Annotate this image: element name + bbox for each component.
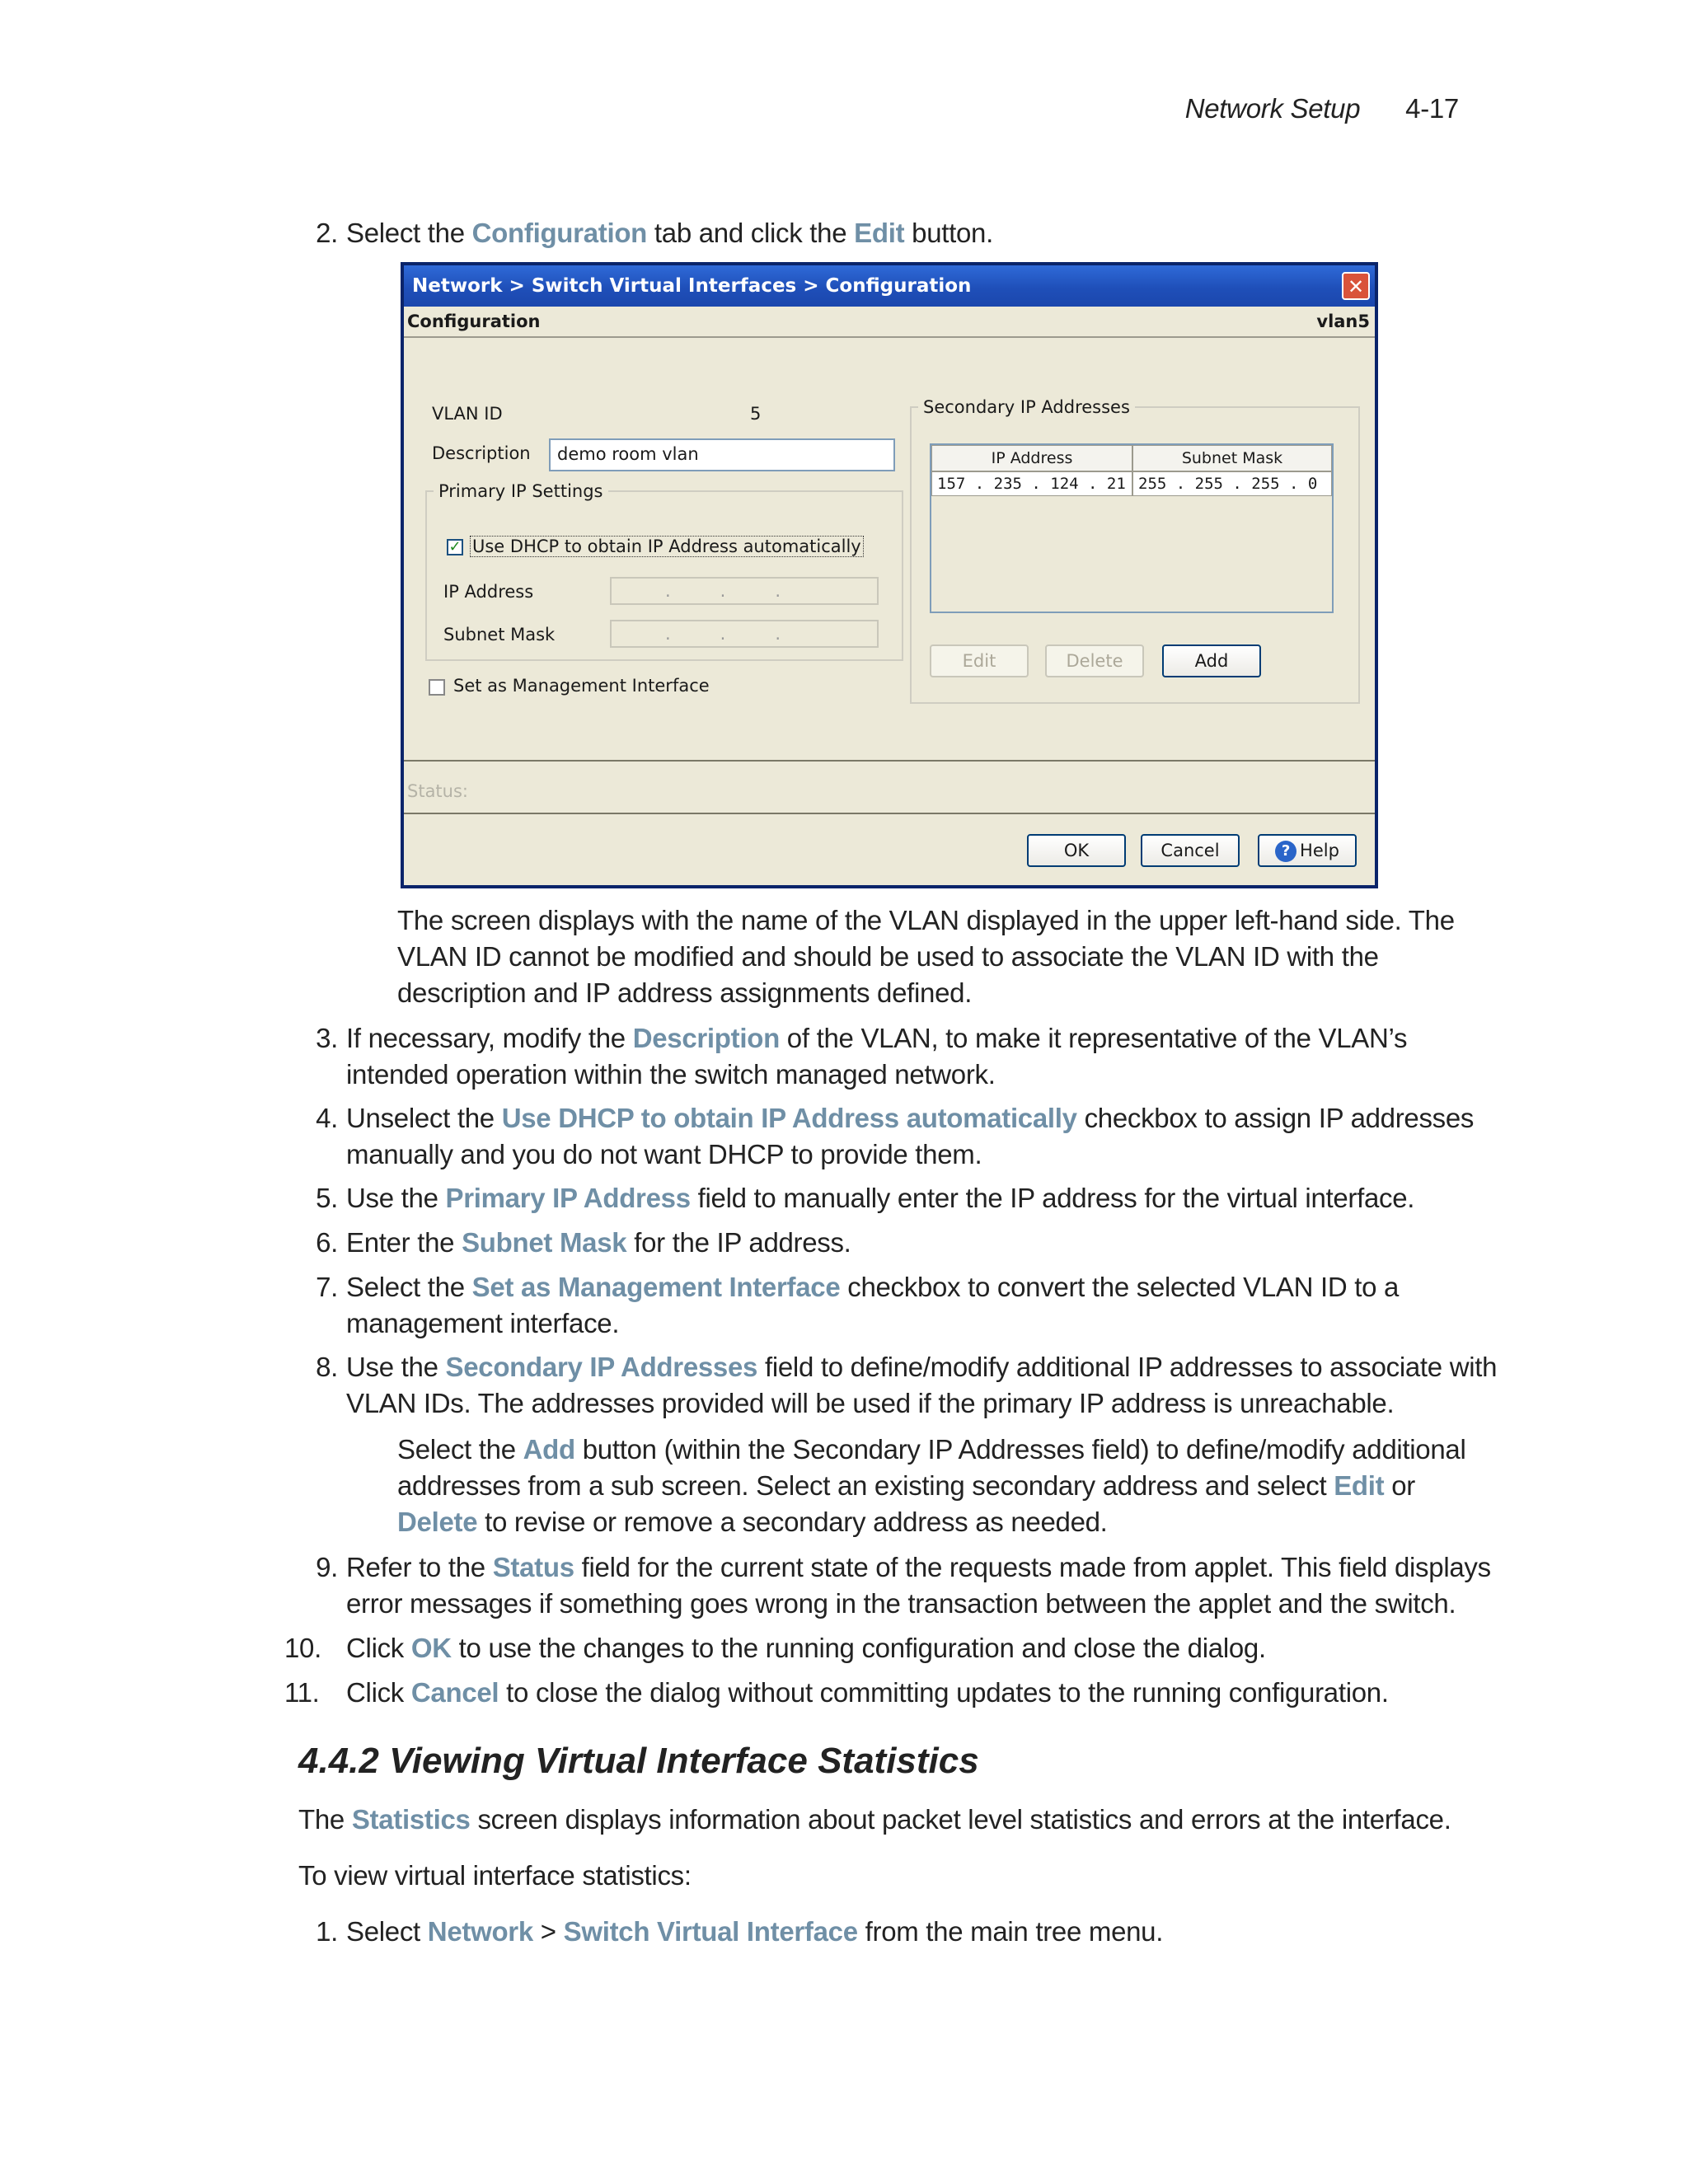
table-cell-ip[interactable]: 157 . 235 . 124 . 21	[931, 471, 1132, 496]
step-text: checkbox to assign IP addresses manually and you do not want DHCP to provide them.	[346, 1103, 1475, 1169]
step-8	[316, 1349, 1500, 1422]
step-number: 6.	[316, 1227, 338, 1258]
para-text: screen displays information about packet level statistics and errors at the interface.	[470, 1804, 1451, 1835]
step-highlight: Description	[632, 1023, 780, 1053]
step-highlight: Set as Management Interface	[471, 1272, 841, 1302]
step-text: for the IP address.	[626, 1227, 851, 1258]
step-text: from the main tree menu.	[857, 1916, 1164, 1947]
step-text: or	[1384, 1470, 1415, 1501]
step-text: Unselect the	[346, 1103, 502, 1133]
secondary-ip-table	[930, 443, 1334, 613]
step-text: tab and click the	[647, 218, 855, 248]
ip-address-field[interactable]: ...	[610, 577, 879, 605]
help-icon: ?	[1275, 841, 1296, 862]
status-separator-top	[404, 760, 1375, 762]
step-text: field to define/modify additional IP addresses to associate with VLAN IDs. The addresses provided will be used if the primary IP address is unreachable.	[346, 1352, 1498, 1418]
table-header-ip: IP Address	[931, 445, 1132, 471]
step-text: Click	[346, 1677, 411, 1708]
header-page-number: 4-17	[1405, 93, 1459, 124]
configuration-dialog	[401, 262, 1378, 888]
para-text: The	[298, 1804, 352, 1835]
cancel-button[interactable]: Cancel	[1141, 834, 1240, 867]
step-highlight: Secondary IP Addresses	[445, 1352, 758, 1382]
step-highlight: Edit	[854, 218, 905, 248]
help-button[interactable]	[1258, 834, 1357, 867]
running-header	[1185, 91, 1459, 127]
dialog-title-bar	[404, 265, 1375, 307]
step-highlight: Add	[523, 1434, 575, 1465]
step-number: 3.	[316, 1023, 338, 1053]
step-text: of the VLAN, to make it representative of the VLAN’s intended operation within the switch managed network.	[346, 1023, 1408, 1090]
step-11	[284, 1675, 1500, 1711]
close-icon[interactable]: ✕	[1342, 272, 1370, 300]
step-4	[316, 1100, 1500, 1173]
header-section: Network Setup	[1184, 93, 1361, 124]
step-text: button (within the Secondary IP Addresses field) to define/modify additional addresses from a sub screen. Select an existing secondary address and select	[397, 1434, 1466, 1501]
dhcp-label[interactable]: Use DHCP to obtain IP Address automatically	[470, 536, 864, 557]
statistics-paragraph	[298, 1802, 1502, 1838]
dialog-title: Network > Switch Virtual Interfaces > Configuration	[412, 275, 972, 297]
step-highlight: Cancel	[410, 1677, 499, 1708]
ok-button[interactable]: OK	[1027, 834, 1126, 867]
step-highlight: Switch Virtual Interface	[563, 1916, 858, 1947]
step-10	[284, 1630, 1500, 1666]
step-text: field for the current state of the requests made from applet. This field displays error messages if something goes wrong in the transaction between the applet and the switch.	[346, 1552, 1491, 1619]
step-number: 1.	[316, 1916, 338, 1947]
section-heading: 4.4.2 Viewing Virtual Interface Statistics	[298, 1741, 979, 1781]
delete-button[interactable]: Delete	[1045, 644, 1144, 677]
step-2	[316, 215, 1500, 251]
step-5	[316, 1180, 1500, 1216]
step-7	[316, 1269, 1500, 1342]
primary-ip-legend: Primary IP Settings	[438, 481, 603, 501]
description-label: Description	[432, 443, 531, 463]
step-text: to use the changes to the running configuration and close the dialog.	[451, 1633, 1266, 1663]
step-number: 10.	[284, 1633, 321, 1663]
description-field[interactable]: demo room vlan	[549, 438, 895, 471]
step-text: field to manually enter the IP address for the virtual interface.	[690, 1183, 1415, 1213]
step-highlight: Subnet Mask	[462, 1227, 627, 1258]
dhcp-checkbox[interactable]: ✓	[447, 539, 463, 555]
step-9	[316, 1549, 1500, 1622]
subnet-mask-field[interactable]: ...	[610, 620, 879, 648]
management-interface-label[interactable]: Set as Management Interface	[453, 676, 710, 696]
step-highlight: OK	[410, 1633, 452, 1663]
step-text: >	[532, 1916, 564, 1947]
table-cell-mask[interactable]: 255 . 255 . 255 . 0	[1132, 471, 1332, 496]
vlan-id-value: 5	[750, 404, 762, 424]
to-view-paragraph: To view virtual interface statistics:	[298, 1860, 692, 1891]
step-6	[316, 1225, 1500, 1261]
step-highlight: Delete	[397, 1507, 478, 1537]
step-text: Click	[346, 1633, 411, 1663]
dialog-description-paragraph: The screen displays with the name of the VLAN displayed in the upper left-hand side. The VLAN ID cannot be modified and should be used to associate the VLAN ID with the description and IP address assignments defined.	[397, 905, 1455, 1008]
step-text: If necessary, modify the	[346, 1023, 633, 1053]
secondary-ip-legend: Secondary IP Addresses	[923, 397, 1130, 417]
step-text: Select the	[346, 218, 472, 248]
step-text: Use the	[346, 1183, 446, 1213]
step-text: Enter the	[346, 1227, 462, 1258]
step-highlight: Primary IP Address	[445, 1183, 691, 1213]
step-8-detail	[397, 1432, 1502, 1540]
step-text: to revise or remove a secondary address as needed.	[477, 1507, 1108, 1537]
step-text: checkbox to convert the selected VLAN ID to a management interface.	[346, 1272, 1400, 1338]
status-label: Status:	[407, 781, 468, 801]
step-number: 4.	[316, 1103, 338, 1133]
step-number: 5.	[316, 1183, 338, 1213]
step-text: Refer to the	[346, 1552, 493, 1582]
step-number: 9.	[316, 1552, 338, 1582]
table-header-mask: Subnet Mask	[1132, 445, 1332, 471]
step-text: button.	[904, 218, 993, 248]
add-button[interactable]: Add	[1162, 644, 1261, 677]
step-number: 7.	[316, 1272, 338, 1302]
step-text: to close the dialog without committing updates to the running configuration.	[499, 1677, 1389, 1708]
step-text: Select the	[397, 1434, 523, 1465]
step-number: 11.	[284, 1677, 320, 1708]
step-3	[316, 1020, 1500, 1093]
management-interface-checkbox[interactable]	[429, 679, 445, 696]
step-text: Select	[346, 1916, 428, 1947]
step-text: Select the	[346, 1272, 472, 1302]
section-label: Configuration	[407, 312, 541, 331]
step-text: Use the	[346, 1352, 446, 1382]
step-highlight: Edit	[1334, 1470, 1385, 1501]
step-highlight: Network	[427, 1916, 533, 1947]
help-label: Help	[1300, 841, 1339, 860]
step-highlight: Status	[492, 1552, 574, 1582]
subnet-mask-label: Subnet Mask	[443, 625, 556, 644]
edit-button[interactable]: Edit	[930, 644, 1029, 677]
step-number: 2.	[316, 218, 338, 248]
step-number: 8.	[316, 1352, 338, 1382]
ip-address-label: IP Address	[443, 582, 534, 602]
para-highlight: Statistics	[351, 1804, 471, 1835]
vlan-name: vlan5	[1316, 312, 1370, 331]
configuration-bar	[404, 312, 1375, 338]
step-view-1	[316, 1914, 1500, 1950]
step-highlight: Use DHCP to obtain IP Address automatically	[501, 1103, 1077, 1133]
status-separator-bottom	[404, 813, 1375, 814]
step-highlight: Configuration	[471, 218, 648, 248]
vlan-id-label: VLAN ID	[432, 404, 503, 424]
